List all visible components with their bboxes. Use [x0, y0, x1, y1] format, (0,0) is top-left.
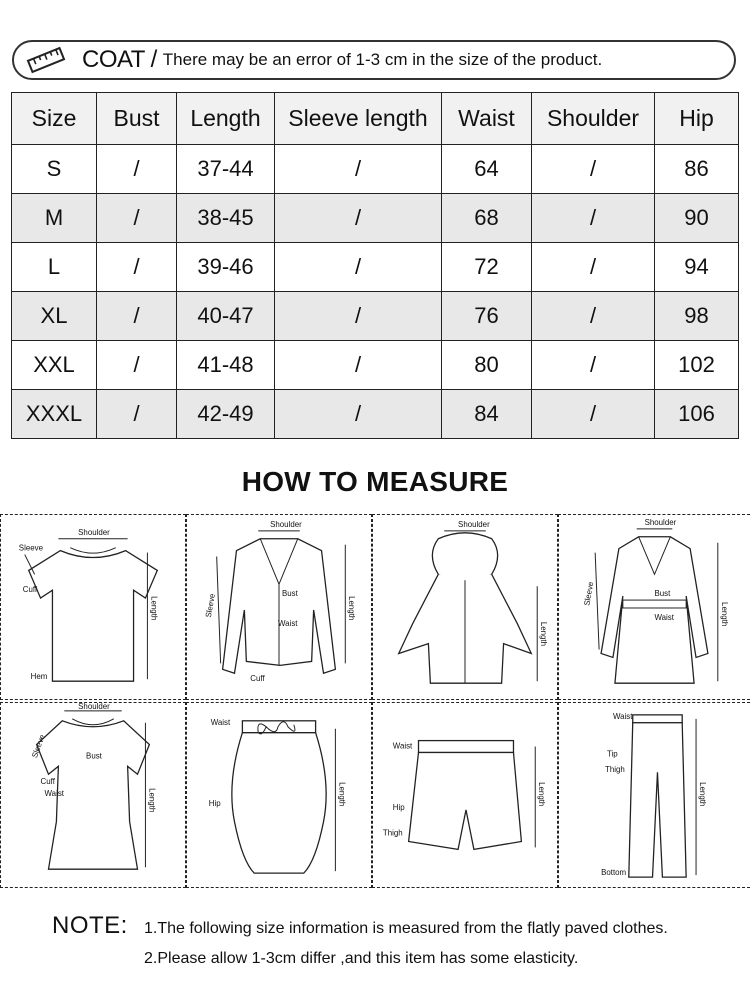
label-thigh: Thigh	[382, 828, 403, 838]
how-to-measure-title: HOW TO MEASURE	[241, 466, 509, 497]
table-row	[12, 292, 739, 341]
label-length: Length	[147, 788, 157, 813]
tshirt-icon	[1, 515, 185, 699]
label-bust: Bust	[281, 589, 298, 599]
table-cell: 37-44	[177, 145, 275, 194]
label-hip: Hip	[392, 802, 405, 812]
label-cuff: Cuff	[40, 777, 55, 787]
label-length: Length	[347, 596, 357, 621]
dress-icon	[1, 703, 185, 887]
label-hip: Hip	[208, 798, 221, 808]
table-cell: 39-46	[177, 243, 275, 292]
label-length: Length	[149, 596, 159, 621]
label-shoulder: Shoulder	[78, 703, 110, 711]
label-shoulder: Shoulder	[270, 519, 302, 529]
tshirt-diagram	[0, 514, 186, 700]
table-cell: /	[275, 292, 442, 341]
header-hip: Hip	[655, 93, 739, 145]
trousers-diagram	[558, 702, 750, 888]
table-cell: /	[97, 145, 177, 194]
table-cell: 40-47	[177, 292, 275, 341]
label-thigh: Thigh	[605, 765, 625, 775]
header-sleeve-length: Sleeve length	[275, 93, 442, 145]
header-waist: Waist	[442, 93, 532, 145]
table-cell: /	[532, 292, 655, 341]
table-header-row	[12, 93, 739, 145]
table-cell: 76	[442, 292, 532, 341]
label-shoulder: Shoulder	[458, 519, 490, 529]
table-cell: 42-49	[177, 390, 275, 439]
table-cell: /	[97, 292, 177, 341]
table-cell: /	[275, 341, 442, 390]
table-cell: 38-45	[177, 194, 275, 243]
table-row	[12, 145, 739, 194]
label-waist: Waist	[278, 618, 298, 628]
table-cell: /	[97, 341, 177, 390]
long-coat-diagram	[558, 514, 750, 700]
blazer-diagram	[186, 514, 372, 700]
table-cell: /	[97, 390, 177, 439]
shorts-diagram	[372, 702, 558, 888]
label-sleeve: Sleeve	[30, 733, 47, 760]
ruler-icon	[26, 46, 66, 74]
label-bust: Bust	[654, 589, 671, 599]
label-waist: Waist	[44, 788, 65, 798]
label-bust: Bust	[86, 751, 102, 761]
label-sleeve: Sleeve	[18, 543, 43, 553]
table-cell: 90	[655, 194, 739, 243]
label-shoulder: Shoulder	[78, 527, 110, 537]
size-note-banner	[12, 40, 736, 80]
fur-coat-icon	[373, 515, 557, 699]
table-cell: /	[532, 341, 655, 390]
table-row	[12, 194, 739, 243]
table-cell: M	[12, 194, 97, 243]
table-cell: /	[532, 243, 655, 292]
table-cell: /	[275, 194, 442, 243]
table-cell: 68	[442, 194, 532, 243]
trousers-icon	[559, 703, 750, 887]
note-line-1: 1.The following size information is measured from the flatly paved clothes.	[144, 920, 668, 937]
label-sleeve: Sleeve	[582, 580, 596, 607]
table-row	[12, 243, 739, 292]
label-waist: Waist	[210, 717, 231, 727]
note-label: NOTE:	[52, 912, 128, 939]
label-length: Length	[337, 782, 347, 807]
table-cell: /	[275, 390, 442, 439]
label-sleeve: Sleeve	[203, 592, 217, 619]
table-cell: /	[532, 145, 655, 194]
label-length: Length	[537, 782, 547, 807]
table-cell: 64	[442, 145, 532, 194]
header-bust: Bust	[97, 93, 177, 145]
table-cell: 102	[655, 341, 739, 390]
label-shoulder: Shoulder	[644, 517, 677, 527]
label-tip: Tip	[607, 749, 618, 759]
table-cell: 94	[655, 243, 739, 292]
long-coat-icon	[559, 515, 750, 699]
table-cell: /	[532, 194, 655, 243]
table-cell: L	[12, 243, 97, 292]
header-size: Size	[12, 93, 97, 145]
size-error-note: There may be an error of 1-3 cm in the size of the product.	[162, 50, 603, 69]
table-cell: XL	[12, 292, 97, 341]
header-shoulder: Shoulder	[532, 93, 655, 145]
label-length: Length	[539, 621, 549, 647]
table-row	[12, 390, 739, 439]
table-cell: XXL	[12, 341, 97, 390]
label-length: Length	[719, 602, 729, 627]
table-cell: 41-48	[177, 341, 275, 390]
size-table	[11, 92, 739, 439]
label-bottom: Bottom	[601, 868, 627, 878]
label-waist: Waist	[612, 711, 633, 721]
label-waist: Waist	[654, 612, 674, 622]
skirt-diagram	[186, 702, 372, 888]
label-cuff: Cuff	[22, 585, 38, 595]
table-cell: XXXL	[12, 390, 97, 439]
table-row	[12, 341, 739, 390]
table-cell: /	[275, 243, 442, 292]
table-cell: /	[97, 243, 177, 292]
label-waist: Waist	[392, 741, 413, 751]
table-cell: 72	[442, 243, 532, 292]
table-cell: S	[12, 145, 97, 194]
table-cell: /	[97, 194, 177, 243]
blazer-icon	[187, 515, 371, 699]
shorts-icon	[373, 703, 557, 887]
table-cell: 80	[442, 341, 532, 390]
table-cell: 98	[655, 292, 739, 341]
product-type-label: COAT /	[82, 46, 157, 73]
header-length: Length	[177, 93, 275, 145]
note-line-2: 2.Please allow 1-3cm differ ,and this item has some elasticity.	[144, 950, 579, 967]
measure-illustration-grid	[0, 514, 750, 888]
label-hem: Hem	[30, 672, 48, 682]
fur-coat-diagram	[372, 514, 558, 700]
table-cell: /	[532, 390, 655, 439]
table-cell: 86	[655, 145, 739, 194]
skirt-icon	[187, 703, 371, 887]
table-cell: 84	[442, 390, 532, 439]
label-length: Length	[698, 782, 708, 807]
dress-diagram	[0, 702, 186, 888]
table-cell: 106	[655, 390, 739, 439]
label-cuff: Cuff	[250, 674, 265, 684]
table-cell: /	[275, 145, 442, 194]
